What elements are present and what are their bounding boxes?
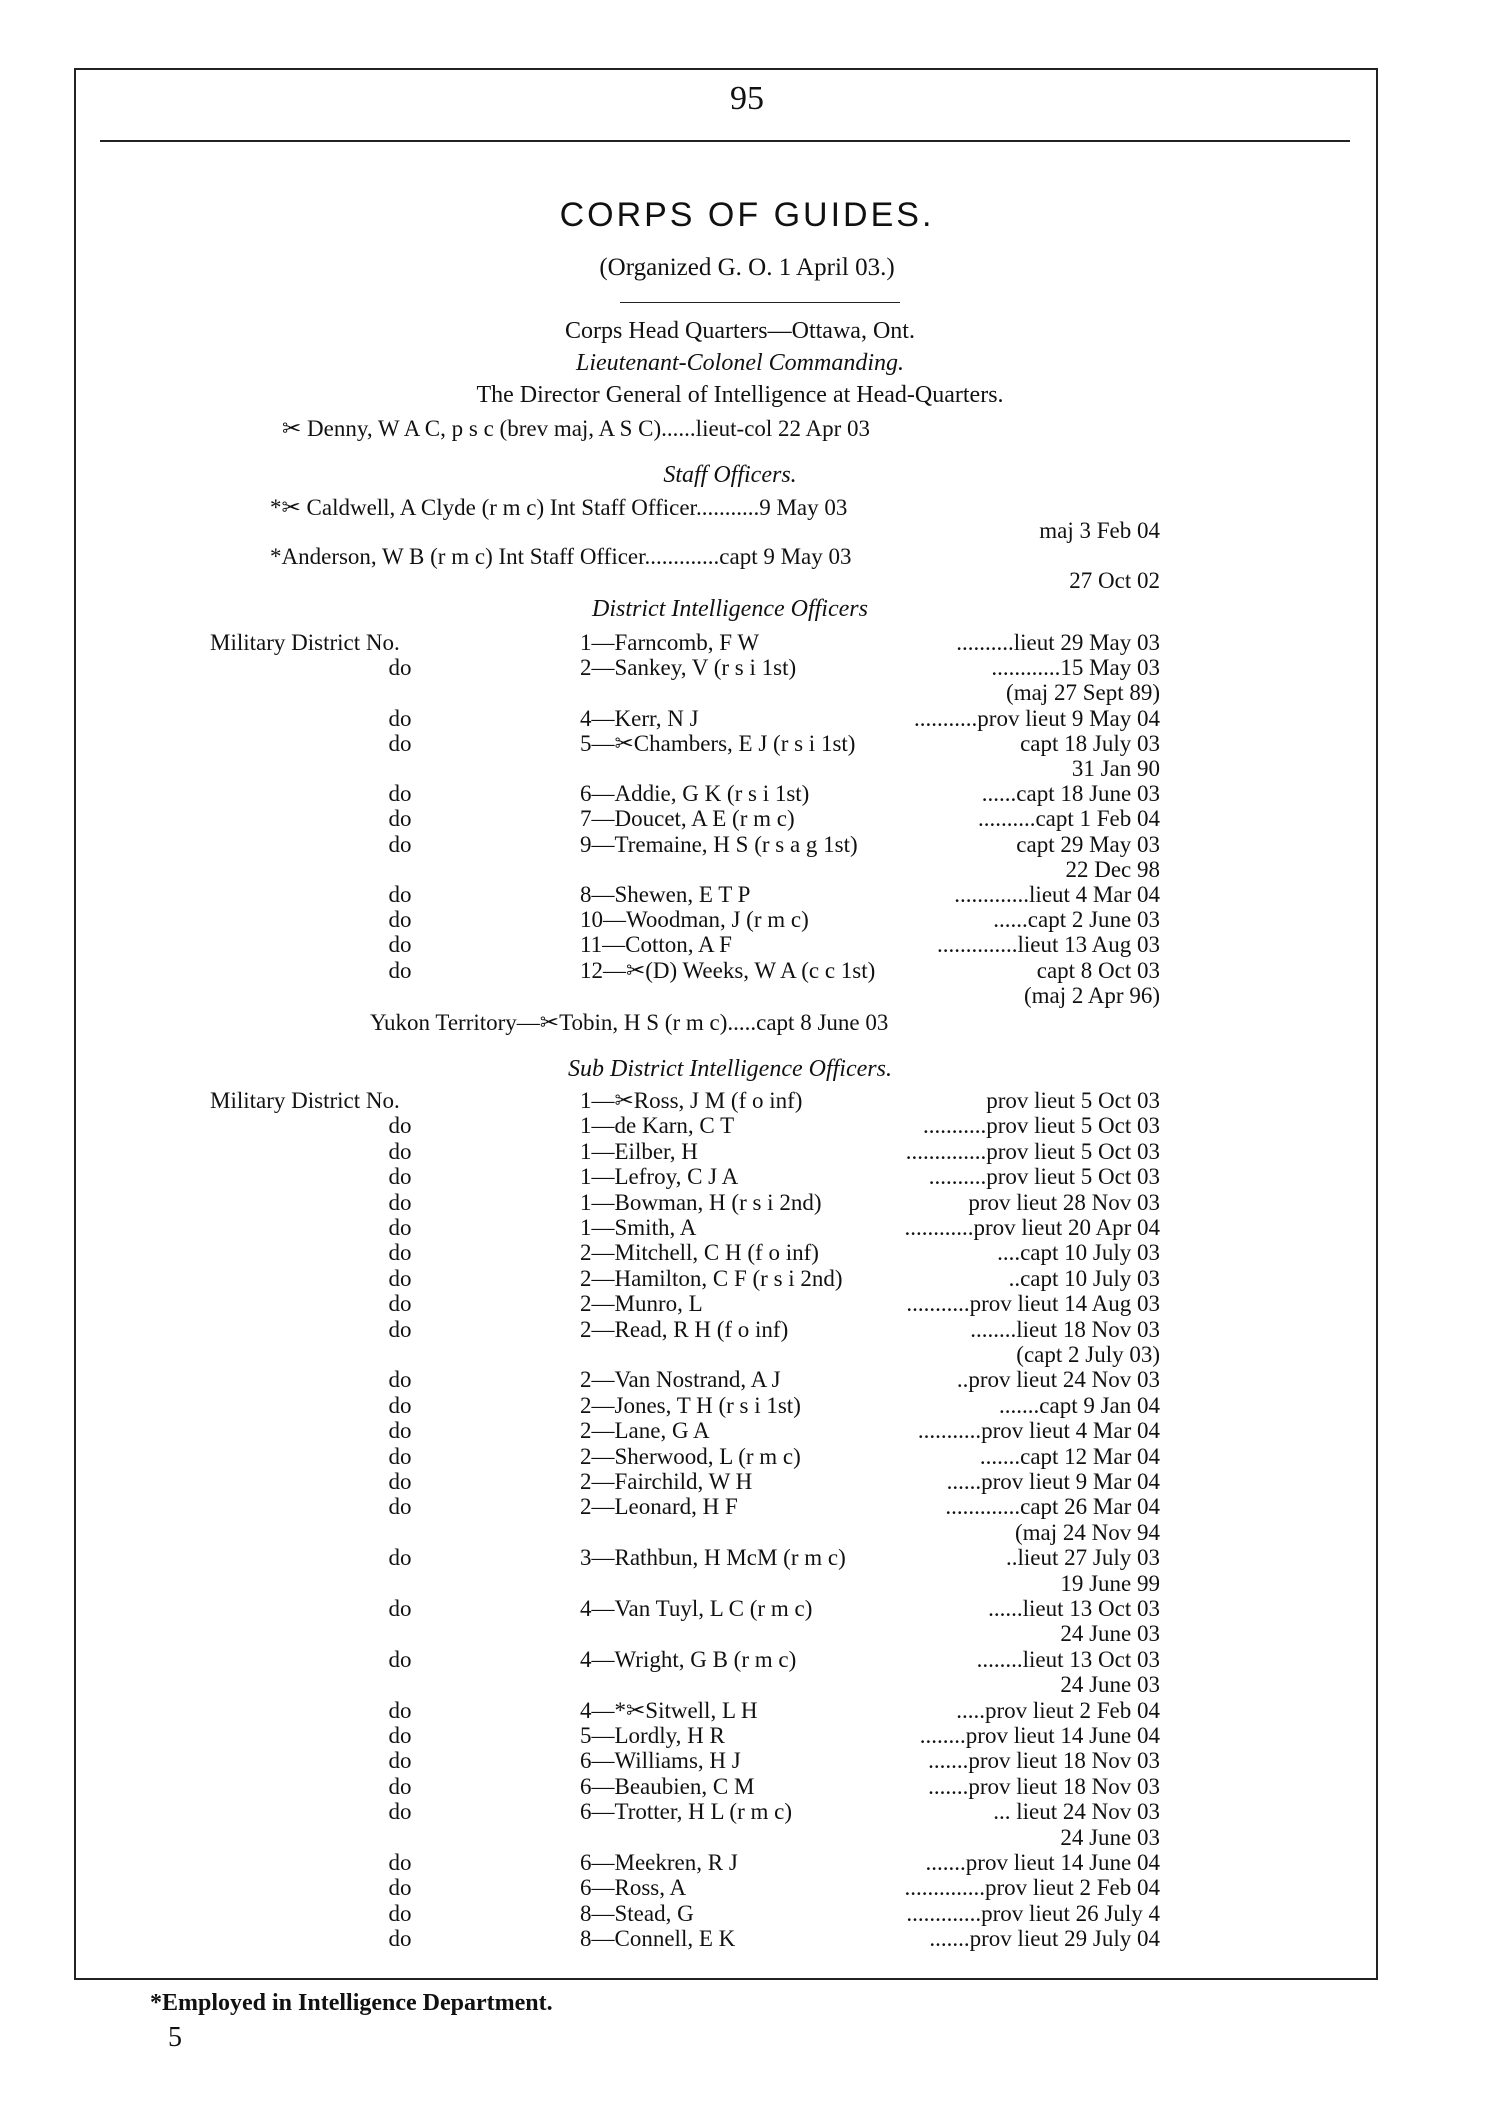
officer-name: 1—Smith, A — [580, 1215, 697, 1240]
officer-rank-date: ...........prov lieut 14 Aug 03 — [906, 1291, 1160, 1317]
officer-rank-date: ............15 May 03 — [991, 655, 1160, 681]
district-officer-row-continuation: (maj 27 Sept 89) — [1006, 680, 1160, 706]
officer-rank-date: .......prov lieut 18 Nov 03 — [928, 1748, 1160, 1774]
officer-rank-date: .............prov lieut 26 July 4 — [906, 1900, 1160, 1926]
district-label: do — [388, 806, 412, 832]
district-label: do — [388, 1443, 412, 1469]
officer-name: 2—Read, R H (f o inf) — [580, 1316, 789, 1342]
officer-name: 2—Fairchild, W H — [580, 1469, 753, 1494]
officer-rank-date: .............lieut 4 Mar 04 — [954, 882, 1160, 907]
denny-entry: ✂ Denny, W A C, p s c (brev maj, A S C)......lieut-col 22 Apr 03 — [282, 416, 871, 441]
sub-district-officer-row-continuation: (maj 24 Nov 94 — [1014, 1519, 1160, 1545]
subtitle: (Organized G. O. 1 April 03.) — [599, 254, 895, 281]
sub-district-officer-row — [250, 1266, 1250, 1292]
officer-rank-date: ..............prov lieut 5 Oct 03 — [905, 1138, 1160, 1164]
district-label: do — [388, 1596, 412, 1621]
officer-name: 6—Meekren, R J — [580, 1850, 738, 1875]
officer-rank-date: ...........prov lieut 9 May 04 — [914, 705, 1160, 731]
officer-name: 12—✂(D) Weeks, W A (c c 1st) — [580, 957, 876, 983]
district-label: do — [388, 1164, 412, 1190]
hq-line: Corps Head Quarters—Ottawa, Ont. — [565, 318, 915, 344]
officer-name: 1—Lefroy, C J A — [580, 1164, 739, 1190]
officer-rank-date: .......capt 12 Mar 04 — [979, 1443, 1160, 1469]
district-label: do — [388, 1723, 412, 1748]
anderson-entry: *Anderson, W B (r m c) Int Staff Officer.............capt 9 May 03 — [270, 544, 852, 569]
sub-district-officer-row — [250, 1240, 1250, 1266]
officer-name: 10—Woodman, J (r m c) — [580, 907, 809, 933]
officer-name: 2—Van Nostrand, A J — [580, 1367, 781, 1393]
district-label: do — [388, 1926, 412, 1952]
officer-name: 6—Beaubien, C M — [580, 1773, 755, 1799]
yukon-entry: Yukon Territory—✂Tobin, H S (r m c).....capt 8 June 03 — [370, 1010, 889, 1035]
district-label: do — [388, 1113, 412, 1139]
sub-district-officer-row — [250, 1596, 1250, 1622]
sub-district-officer-row — [250, 1418, 1250, 1444]
officer-rank-date: .......prov lieut 29 July 04 — [929, 1926, 1160, 1952]
sub-district-officer-row — [210, 1088, 1250, 1114]
page-number: 95 — [730, 80, 764, 117]
sub-district-officer-row — [250, 1317, 1250, 1343]
officer-name: 4—Van Tuyl, L C (r m c) — [580, 1596, 813, 1621]
footer-number: 5 — [168, 2022, 182, 2053]
officer-rank-date: ....capt 10 July 03 — [997, 1240, 1160, 1266]
sub-district-officer-row-continuation: (capt 2 July 03) — [1016, 1342, 1160, 1367]
district-label: do — [388, 1697, 412, 1723]
officer-rank-date: prov lieut 5 Oct 03 — [986, 1088, 1160, 1113]
officer-rank-date: .......prov lieut 14 June 04 — [925, 1850, 1160, 1875]
anderson-continuation: 27 Oct 02 — [1069, 568, 1160, 593]
officer-rank-date: ..........prov lieut 5 Oct 03 — [928, 1164, 1160, 1190]
officer-rank-date: ......lieut 13 Oct 03 — [988, 1596, 1160, 1621]
district-label: do — [388, 1875, 412, 1901]
officer-name: 5—Lordly, H R — [580, 1723, 725, 1748]
title-divider — [620, 302, 900, 303]
sub-district-officer-row — [250, 1723, 1250, 1749]
district-label: do — [388, 1418, 412, 1444]
officer-rank-date: ......prov lieut 9 Mar 04 — [946, 1469, 1160, 1494]
officer-rank-date: ..........lieut 29 May 03 — [956, 630, 1160, 655]
commanding-line: Lieutenant-Colonel Commanding. — [576, 350, 904, 376]
district-label: do — [388, 1215, 412, 1240]
district-label: do — [388, 730, 412, 756]
district-label: do — [388, 1392, 412, 1418]
officer-rank-date: capt 8 Oct 03 — [1036, 957, 1160, 983]
sub-district-officer-row — [250, 1164, 1250, 1190]
sub-district-officer-row — [250, 1647, 1250, 1673]
sub-district-officer-row — [250, 1367, 1250, 1393]
officer-rank-date: ... lieut 24 Nov 03 — [993, 1799, 1160, 1825]
officer-name: 2—Lane, G A — [580, 1418, 710, 1444]
officer-rank-date: .............capt 26 Mar 04 — [945, 1494, 1160, 1520]
district-officer-row — [250, 907, 1250, 933]
sub-district-officer-row — [250, 1190, 1250, 1216]
officer-rank-date: ..............prov lieut 2 Feb 04 — [904, 1875, 1160, 1901]
officer-rank-date: ........lieut 13 Oct 03 — [976, 1646, 1160, 1672]
officer-name: 1—Eilber, H — [580, 1138, 698, 1164]
officer-name: 1—Farncomb, F W — [580, 630, 760, 655]
district-label: do — [388, 705, 412, 731]
officer-name: 11—Cotton, A F — [580, 932, 732, 958]
district-officer-row — [250, 731, 1250, 757]
district-label: do — [388, 831, 412, 857]
page-title: CORPS OF GUIDES. — [559, 196, 935, 234]
officer-rank-date: .......prov lieut 18 Nov 03 — [928, 1773, 1160, 1799]
sub-district-officer-row-continuation: 19 June 99 — [1060, 1570, 1160, 1596]
footer-rule — [74, 1978, 1376, 1980]
officer-name: 4—Kerr, N J — [580, 705, 699, 731]
district-label: do — [388, 781, 412, 807]
sub-district-officer-row — [250, 1494, 1250, 1520]
sub-district-officer-row — [250, 1698, 1250, 1724]
officer-rank-date: ........prov lieut 14 June 04 — [919, 1723, 1160, 1748]
district-officer-row-continuation: 31 Jan 90 — [1071, 756, 1160, 781]
officer-rank-date: ............prov lieut 20 Apr 04 — [904, 1215, 1160, 1240]
district-label: do — [388, 1799, 412, 1825]
sub-district-officer-row — [250, 1545, 1250, 1571]
sub-district-officer-row — [250, 1291, 1250, 1317]
officer-rank-date: capt 18 July 03 — [1020, 730, 1160, 756]
district-officer-row — [250, 832, 1250, 858]
district-label: do — [388, 907, 412, 933]
officer-name: 6—Addie, G K (r s i 1st) — [580, 781, 810, 807]
officer-name: 7—Doucet, A E (r m c) — [580, 806, 795, 832]
officer-name: 4—Wright, G B (r m c) — [580, 1646, 797, 1672]
officer-rank-date: ..............lieut 13 Aug 03 — [937, 932, 1160, 958]
district-officer-row — [250, 882, 1250, 908]
officer-name: 8—Stead, G — [580, 1900, 694, 1926]
district-officer-row — [250, 932, 1250, 958]
district-label: do — [388, 1367, 412, 1393]
district-label: do — [388, 1773, 412, 1799]
officer-name: 2—Sankey, V (r s i 1st) — [580, 655, 797, 681]
officer-name: 6—Williams, H J — [580, 1748, 741, 1774]
sub-district-officer-row — [250, 1444, 1250, 1470]
district-label: do — [388, 1545, 412, 1571]
officer-name: 9—Tremaine, H S (r s a g 1st) — [580, 831, 858, 857]
officer-rank-date: ...........prov lieut 4 Mar 04 — [917, 1418, 1160, 1444]
district-officer-row — [210, 630, 1250, 656]
sub-district-officer-row — [250, 1850, 1250, 1876]
sub-district-officer-row — [250, 1875, 1250, 1901]
district-label: do — [388, 1291, 412, 1317]
district-label: do — [388, 1748, 412, 1774]
officer-name: 6—Ross, A — [580, 1875, 687, 1901]
officer-name: 2—Munro, L — [580, 1291, 703, 1317]
district-officers-header: District Intelligence Officers — [592, 596, 868, 622]
officer-name: 8—Shewen, E T P — [580, 882, 751, 907]
officer-rank-date: ......capt 2 June 03 — [993, 907, 1160, 933]
district-label: do — [388, 1850, 412, 1875]
district-label: do — [388, 1900, 412, 1926]
sub-district-officer-row-continuation: 24 June 03 — [1060, 1824, 1160, 1850]
sub-district-officers-header: Sub District Intelligence Officers. — [568, 1056, 892, 1082]
district-label: do — [388, 1469, 412, 1494]
officer-rank-date: ...........prov lieut 5 Oct 03 — [923, 1113, 1160, 1139]
officer-name: 1—✂Ross, J M (f o inf) — [580, 1088, 803, 1113]
district-officer-row — [250, 958, 1250, 984]
district-label: do — [388, 957, 412, 983]
district-officer-row — [250, 806, 1250, 832]
footnote: *Employed in Intelligence Department. — [150, 1990, 553, 2016]
sub-district-officer-row — [250, 1926, 1250, 1952]
district-officer-row — [250, 706, 1250, 732]
district-officer-row — [250, 781, 1250, 807]
officer-rank-date: ......capt 18 June 03 — [981, 781, 1160, 807]
officer-name: 8—Connell, E K — [580, 1926, 736, 1952]
caldwell-continuation: maj 3 Feb 04 — [1039, 518, 1160, 543]
officer-rank-date: ..prov lieut 24 Nov 03 — [956, 1367, 1160, 1393]
officer-rank-date: .......capt 9 Jan 04 — [999, 1392, 1160, 1418]
district-label: do — [388, 882, 412, 907]
sub-district-officer-row — [250, 1799, 1250, 1825]
officer-rank-date: ..capt 10 July 03 — [1008, 1265, 1160, 1291]
district-label: do — [388, 1138, 412, 1164]
officer-rank-date: ..........capt 1 Feb 04 — [977, 806, 1160, 832]
officer-rank-date: ........lieut 18 Nov 03 — [970, 1316, 1160, 1342]
officer-name: 2—Jones, T H (r s i 1st) — [580, 1392, 801, 1418]
officer-name: 3—Rathbun, H McM (r m c) — [580, 1545, 846, 1571]
district-officer-row — [250, 655, 1250, 681]
district-label: do — [388, 1646, 412, 1672]
officer-name: 2—Hamilton, C F (r s i 2nd) — [580, 1265, 843, 1291]
officer-name: 1—Bowman, H (r s i 2nd) — [580, 1189, 822, 1215]
district-label: do — [388, 1494, 412, 1520]
district-label: do — [388, 1189, 412, 1215]
sub-district-officer-row — [250, 1393, 1250, 1419]
header-rule — [100, 140, 1350, 142]
district-officer-row-continuation: 22 Dec 98 — [1065, 856, 1160, 882]
officer-name: 4—*✂Sitwell, L H — [580, 1697, 758, 1723]
district-label: do — [388, 655, 412, 681]
officer-name: 6—Trotter, H L (r m c) — [580, 1799, 793, 1825]
district-label: do — [388, 932, 412, 958]
sub-district-officer-row — [250, 1774, 1250, 1800]
officer-name: 2—Leonard, H F — [580, 1494, 738, 1520]
sub-district-officer-row — [250, 1113, 1250, 1139]
district-label: Military District No. — [210, 1088, 400, 1113]
district-officer-row-continuation: (maj 2 Apr 96) — [1023, 982, 1160, 1008]
officer-name: 5—✂Chambers, E J (r s i 1st) — [580, 730, 856, 756]
sub-district-officer-row — [250, 1215, 1250, 1241]
staff-officers-header: Staff Officers. — [663, 462, 797, 488]
officer-name: 1—de Karn, C T — [580, 1113, 735, 1139]
district-label: do — [388, 1240, 412, 1266]
sub-district-officer-row — [250, 1901, 1250, 1927]
district-label: Military District No. — [210, 630, 400, 655]
officer-rank-date: .....prov lieut 2 Feb 04 — [956, 1697, 1160, 1723]
officer-rank-date: capt 29 May 03 — [1016, 831, 1160, 857]
district-label: do — [388, 1265, 412, 1291]
officer-rank-date: prov lieut 28 Nov 03 — [968, 1189, 1160, 1215]
officer-name: 2—Mitchell, C H (f o inf) — [580, 1240, 819, 1266]
sub-district-officer-row — [250, 1469, 1250, 1495]
district-label: do — [388, 1316, 412, 1342]
officer-name: 2—Sherwood, L (r m c) — [580, 1443, 801, 1469]
sub-district-officer-row — [250, 1139, 1250, 1165]
director-line: The Director General of Intelligence at Head-Quarters. — [476, 382, 1004, 408]
sub-district-officer-row-continuation: 24 June 03 — [1060, 1621, 1160, 1647]
sub-district-officer-row-continuation: 24 June 03 — [1060, 1672, 1160, 1698]
sub-district-officer-row — [250, 1748, 1250, 1774]
officer-rank-date: ..lieut 27 July 03 — [1006, 1545, 1160, 1571]
caldwell-entry: *✂ Caldwell, A Clyde (r m c) Int Staff Officer...........9 May 03 — [270, 495, 848, 520]
